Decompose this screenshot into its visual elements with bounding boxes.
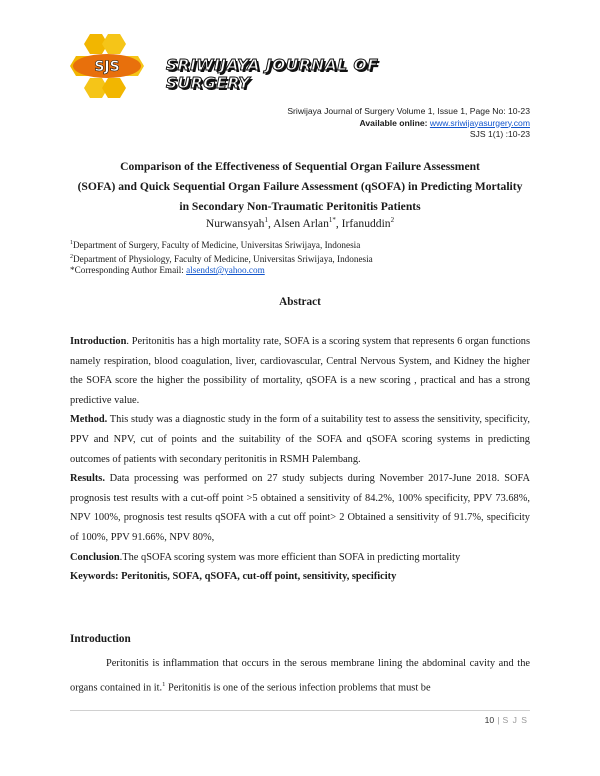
affiliations	[70, 238, 373, 277]
abstract-conclusion: Conclusion.The qSOFA scoring system was more efficient than SOFA in predicting mortality	[70, 551, 461, 563]
abstract-heading: Abstract	[279, 296, 321, 308]
author-name: Alsen Arlan	[273, 216, 329, 230]
abstract-results: Results. Data processing was performed on 27 study subjects during November 2017-June 2018. SOFA prognosis test results with a cut-off point >5 obtained a sensitivity of 84.2%, 100% specificity, PPV 73.68%, NPV 100%, prognosis test results qSOFA with a cut off point> 2 Obtained a sensitivity of 91.7%, specificity of 100%, PPV 91.66%, NPV 80%,	[70, 473, 530, 543]
title-line: Comparison of the Effectiveness of Sequential Organ Failure Assessment	[120, 160, 480, 173]
author-list: Nurwansyah$^1$, Alsen Arlan$^{1*}$, Irfanuddin$^2$	[205, 216, 395, 230]
logo-text: SJS	[94, 59, 120, 75]
title-line: (SOFA) and Quick Sequential Organ Failure Assessment (qSOFA) in Predicting Mortality	[77, 180, 523, 193]
introduction-paragraph: Peritonitis is inflammation that occurs in the serous membrane lining the abdominal cavity and the organs contained in it.$^1$ Peritonitis is one of the serious infection problems that must be	[70, 658, 530, 694]
corresponding-label: *Corresponding Author Email:	[70, 265, 184, 276]
abstract-body	[70, 332, 530, 587]
author-name: Nurwansyah	[205, 216, 265, 230]
introduction-heading: Introduction	[70, 633, 131, 645]
footer-separator: |	[497, 715, 500, 725]
author-affiliation-mark: 2	[390, 216, 395, 224]
page-footer	[485, 715, 528, 725]
short-reference: SJS 1(1) :10-23	[469, 129, 530, 139]
corresponding-author	[70, 265, 373, 277]
affiliation-item: $^2$Department of Physiology, Faculty of Medicine, Universitas Sriwijaya, Indonesia	[70, 253, 373, 264]
abstract-keywords: Keywords: Peritonitis, SOFA, qSOFA, cut-off point, sensitivity, specificity	[70, 571, 397, 583]
corresponding-email-link[interactable]: alsendst@yahoo.com	[186, 265, 265, 276]
website-link[interactable]: www.sriwijayasurgery.com	[429, 117, 530, 128]
author-affiliation-mark: 1*	[328, 216, 336, 224]
journal-name: SRIWIJAYA JOURNAL OF SURGERY	[166, 56, 379, 92]
available-label: Available online:	[359, 117, 428, 128]
abstract-introduction: Introduction. Peritonitis has a high mortality rate, SOFA is a scoring system that represents 6 organ functions namely respiration, blood coagulation, liver, cardiovascular, Central Nervous System, and Kidney the higher the SOFA score the higher the possibility of mortality, qSOFA is a new scoring , practical and has a strong predictive value.	[70, 336, 530, 406]
page-number: 10	[484, 715, 495, 725]
citation-line: Sriwijaya Journal of Surgery Volume 1, Issue 1, Page No: 10-23	[287, 106, 530, 116]
title-line: in Secondary Non-Traumatic Peritonitis Patients	[179, 200, 421, 213]
footer-journal-abbrev: S J S	[502, 715, 528, 725]
footer-divider	[70, 710, 530, 711]
article-title	[60, 157, 540, 217]
abstract-method: Method. This study was a diagnostic study in the form of a suitability test to assess the sensitivity, specificity, PPV and NPV, cut of points and the suitability of the SOFA and qSOFA scoring systems in predicting outcomes of patients with secondary peritonitis in RSMH Palembang.	[70, 414, 530, 465]
introduction-body	[70, 653, 530, 698]
availability-line	[287, 118, 530, 130]
author-name: Irfanuddin	[341, 216, 391, 230]
citation-block	[287, 106, 530, 141]
affiliation-item: $^1$Department of Surgery, Faculty of Medicine, Universitas Sriwijaya, Indonesia	[70, 240, 361, 251]
author-affiliation-mark: 1	[264, 216, 268, 224]
reference-mark: 1	[162, 681, 166, 688]
